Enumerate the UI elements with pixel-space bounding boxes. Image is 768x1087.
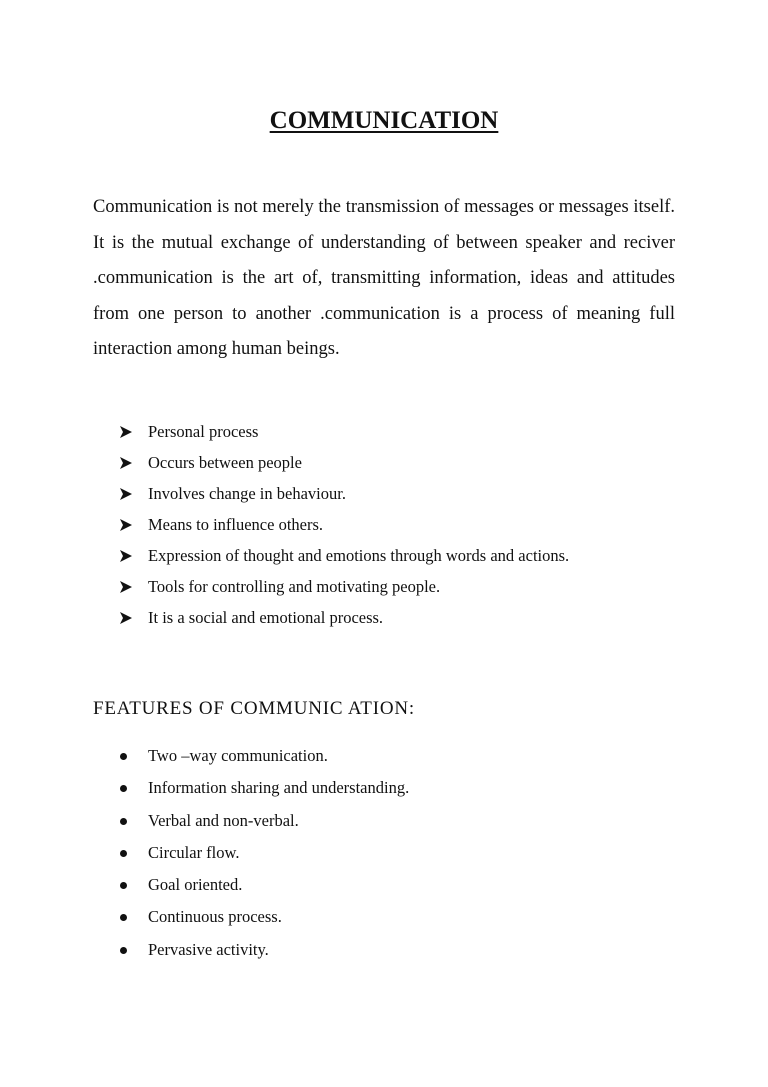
round-bullet-icon <box>120 947 127 954</box>
list-item <box>0 837 700 869</box>
list-item <box>0 805 700 837</box>
arrowhead-bullet-icon <box>119 425 133 439</box>
arrowhead-bullet-icon <box>119 456 133 470</box>
round-bullet-icon <box>120 914 127 921</box>
list-item <box>0 772 700 804</box>
round-bullet-icon <box>120 785 127 792</box>
arrowhead-bullet-icon <box>119 549 133 563</box>
round-bullet-icon <box>120 882 127 889</box>
list-item <box>0 416 700 447</box>
list-item <box>0 509 700 540</box>
round-bullet-icon <box>120 818 127 825</box>
list-item-text: Circular flow. <box>148 842 240 862</box>
list-item <box>0 934 700 966</box>
list-item-text: Continuous process. <box>148 907 282 927</box>
list-item-text: Goal oriented. <box>148 875 243 895</box>
arrowhead-bullet-icon <box>119 580 133 594</box>
list-item <box>0 901 700 933</box>
list-item <box>0 602 700 633</box>
list-item <box>0 571 700 602</box>
list-item-text: Information sharing and understanding. <box>148 778 410 798</box>
list-item <box>0 478 700 509</box>
features-list <box>0 740 700 966</box>
page-title: COMMUNICATION <box>269 107 499 134</box>
list-item <box>0 869 700 901</box>
features-heading: FEATURES OF COMMUNIC ATION: <box>93 698 415 719</box>
list-item <box>0 740 700 772</box>
list-item-text: Personal process <box>148 422 259 441</box>
list-item-text: Pervasive activity. <box>148 939 269 959</box>
arrowhead-bullet-icon <box>119 611 133 625</box>
round-bullet-icon <box>120 850 127 857</box>
list-item <box>0 540 700 571</box>
list-item-text: Occurs between people <box>148 453 302 472</box>
list-item-text: It is a social and emotional process. <box>148 608 384 627</box>
list-item-text: Verbal and non-verbal. <box>148 810 299 830</box>
list-item-text: Involves change in behaviour. <box>148 484 346 503</box>
round-bullet-icon <box>120 753 127 760</box>
arrowhead-bullet-icon <box>119 487 133 501</box>
list-item-text: Two –way communication. <box>148 746 328 765</box>
intro-paragraph: Communication is not merely the transmission of messages or messages itself. It is the mutual exchange of understanding of between speaker and reciver .communication is the art of, transmitting information, ideas and attitudes from one person to another .communication is a process of meaning full interaction among human beings. <box>93 197 675 360</box>
list-item-text: Means to influence others. <box>148 515 324 534</box>
list-item-text: Expression of thought and emotions through words and actions. <box>148 546 570 565</box>
arrowhead-bullet-icon <box>119 518 133 532</box>
list-item <box>0 447 700 478</box>
characteristics-list <box>0 416 700 633</box>
list-item-text: Tools for controlling and motivating people. <box>148 577 441 596</box>
